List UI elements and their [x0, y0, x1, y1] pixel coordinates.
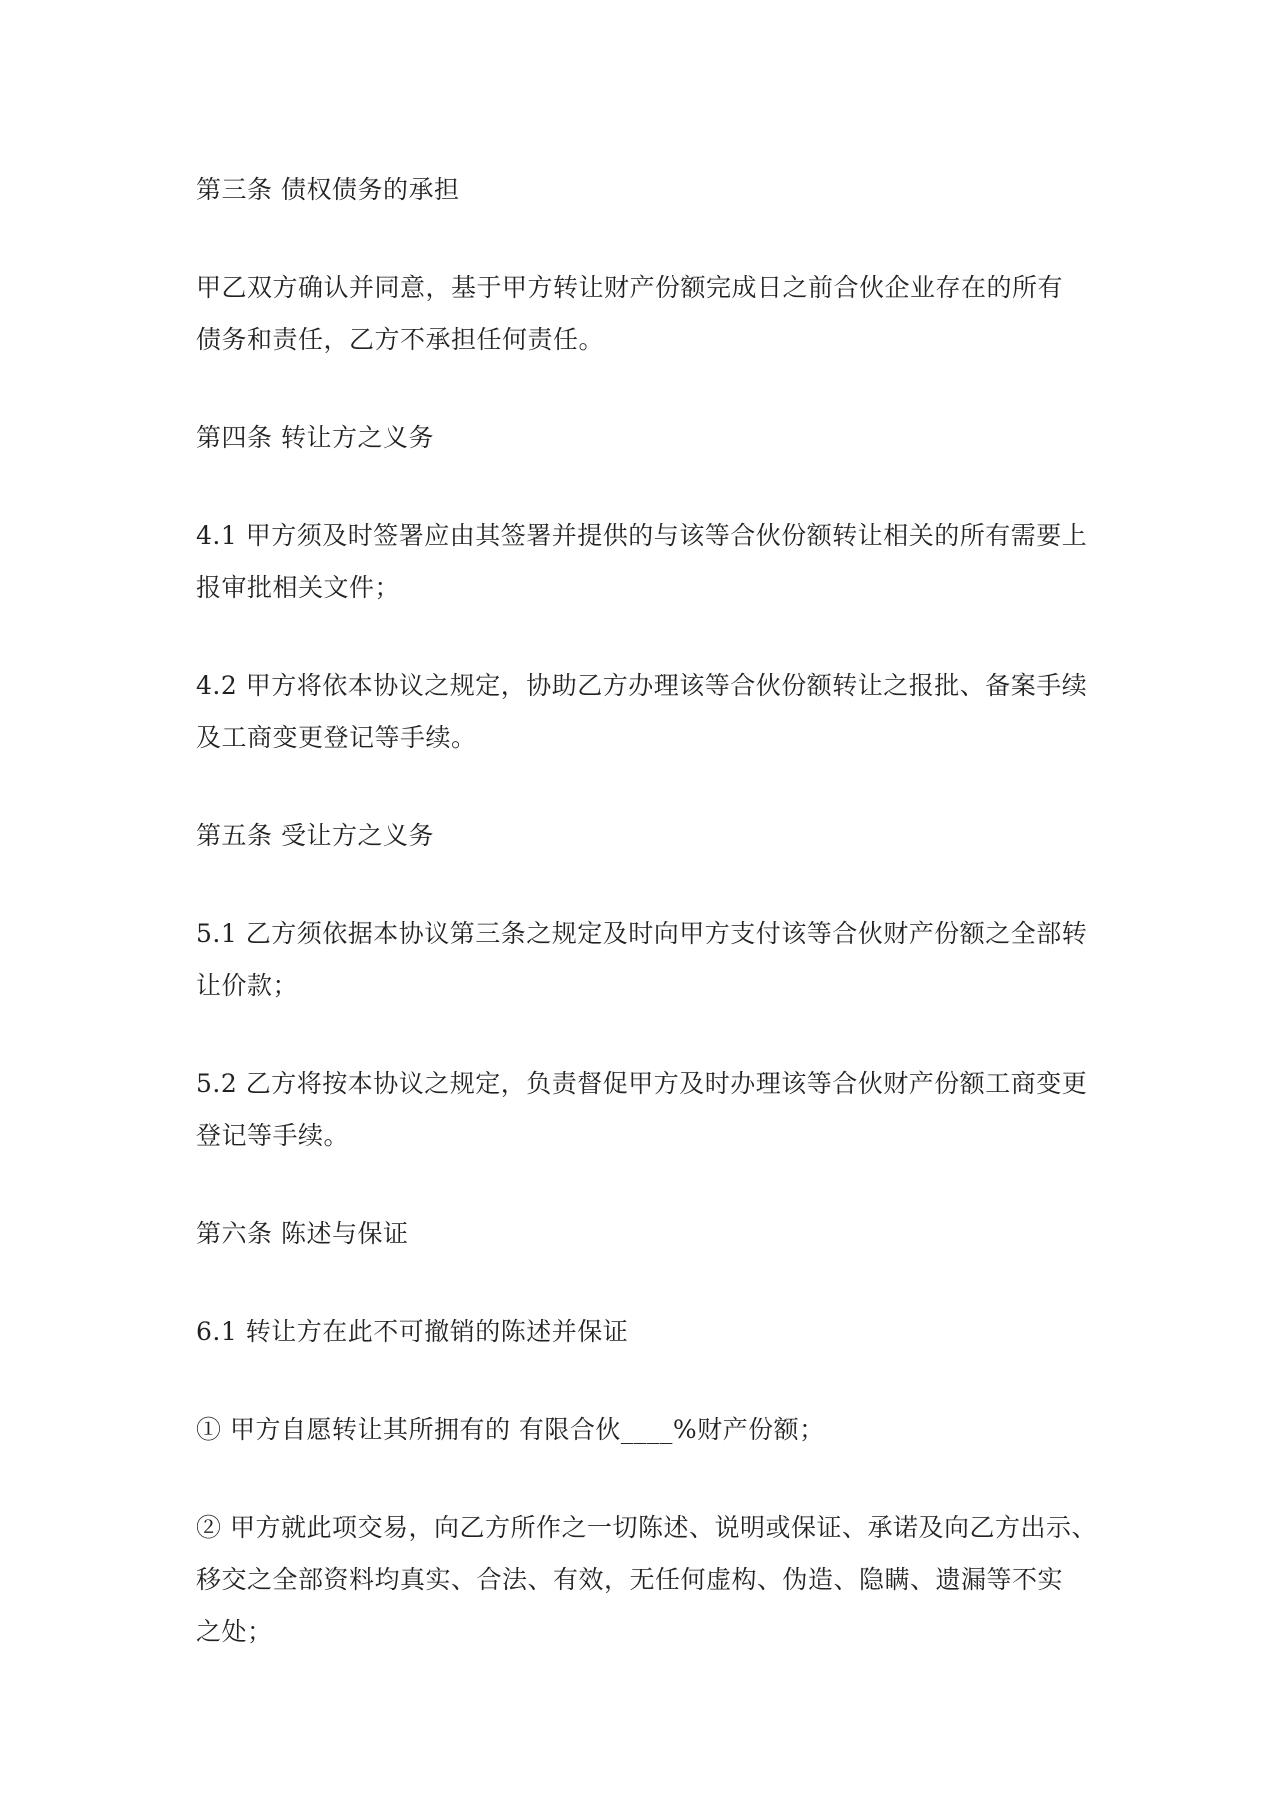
text-line: 让价款；: [196, 971, 299, 1000]
clause-4-1: [196, 510, 1101, 614]
text-line: 及工商变更登记等手续。: [196, 723, 477, 752]
document-body: [196, 164, 1101, 1704]
article-3-paragraph: [196, 262, 1101, 366]
clause-6-1-item-2: [196, 1502, 1101, 1658]
text-line: 4.2 甲方将依本协议之规定，协助乙方办理该等合伙份额转让之报批、备案手续: [196, 671, 1088, 700]
text-line: 之处；: [196, 1617, 273, 1646]
article-5-heading: 第五条 受让方之义务: [196, 821, 434, 850]
text-line: 债务和责任，乙方不承担任何责任。: [196, 325, 605, 354]
clause-5-2: [196, 1058, 1101, 1162]
article-4-heading: 第四条 转让方之义务: [196, 423, 434, 452]
clause-6-1: 6.1 转让方在此不可撤销的陈述并保证: [196, 1317, 629, 1346]
text-line: 报审批相关文件；: [196, 573, 401, 602]
text-line: 4.1 甲方须及时签署应由其签署并提供的与该等合伙份额转让相关的所有需要上: [196, 521, 1088, 550]
clause-5-1: [196, 908, 1101, 1012]
clause-6-1-item-1: ① 甲方自愿转让其所拥有的 有限合伙____%财产份额；: [196, 1415, 825, 1444]
article-3-heading: 第三条 债权债务的承担: [196, 175, 460, 204]
text-line: ② 甲方就此项交易，向乙方所作之一切陈述、说明或保证、承诺及向乙方出示、: [196, 1513, 1097, 1542]
text-line: 甲乙双方确认并同意，基于甲方转让财产份额完成日之前合伙企业存在的所有: [196, 273, 1064, 302]
text-line: 移交之全部资料均真实、合法、有效，无任何虚构、伪造、隐瞒、遗漏等不实: [196, 1565, 1064, 1594]
text-line: 5.1 乙方须依据本协议第三条之规定及时向甲方支付该等合伙财产份额之全部转: [196, 919, 1088, 948]
article-6-heading: 第六条 陈述与保证: [196, 1219, 409, 1248]
text-line: 登记等手续。: [196, 1121, 350, 1150]
clause-4-2: [196, 660, 1101, 764]
text-line: 5.2 乙方将按本协议之规定，负责督促甲方及时办理该等合伙财产份额工商变更: [196, 1069, 1088, 1098]
